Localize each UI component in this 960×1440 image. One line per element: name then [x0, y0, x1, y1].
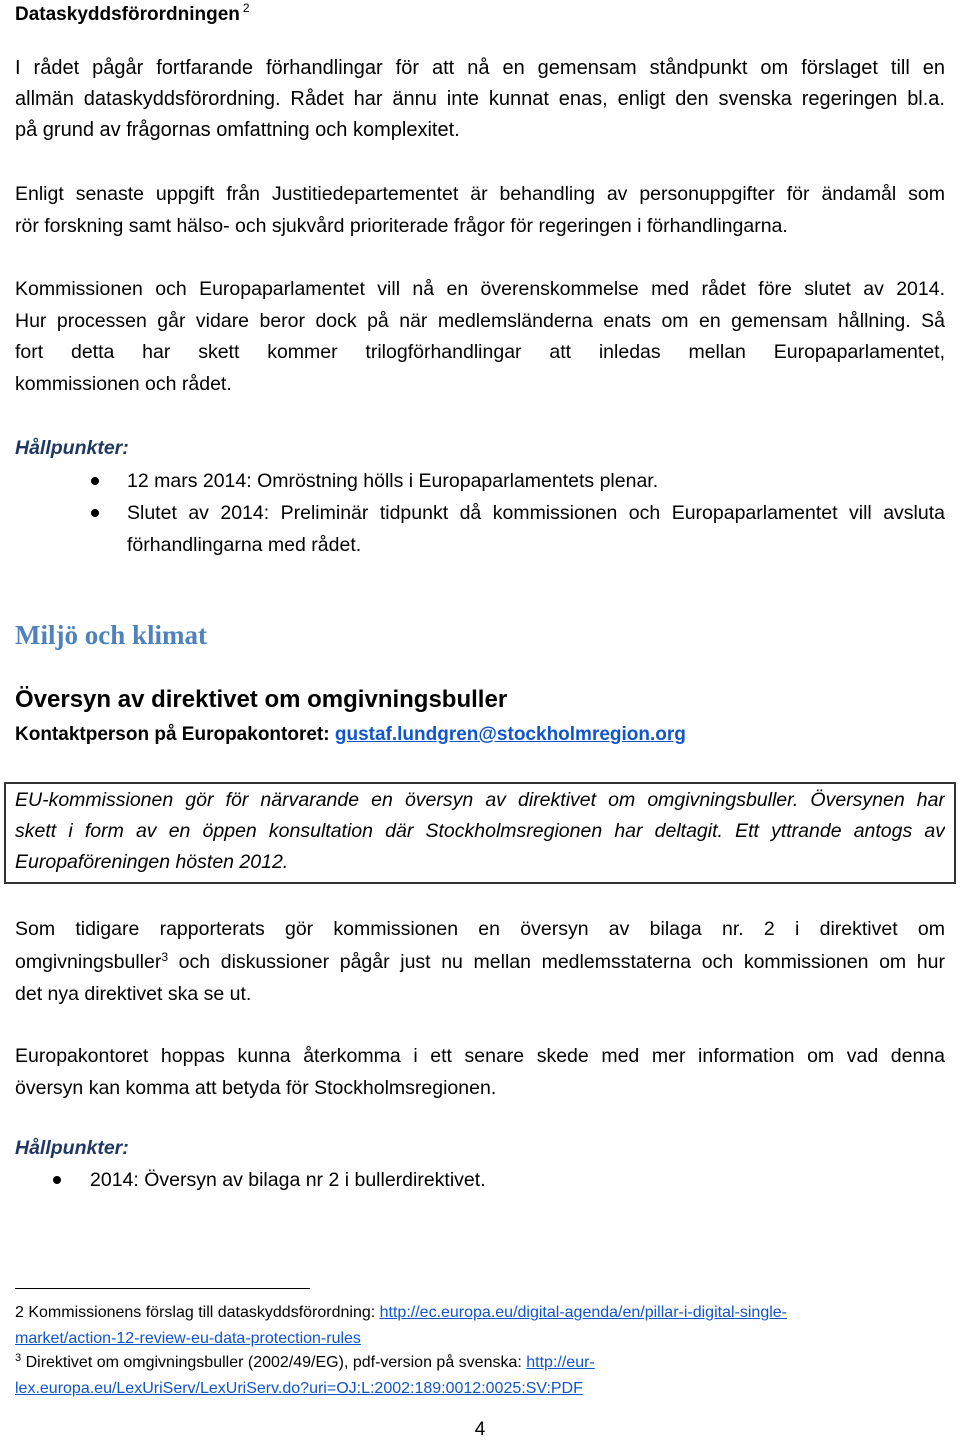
paragraph-line — [15, 946, 945, 979]
section-title-text: Dataskyddsförordningen — [15, 4, 240, 25]
paragraph-line: det nya direktivet ska se ut. — [15, 983, 252, 1005]
list-item — [0, 1164, 960, 1196]
section-heading: Miljö och klimat — [15, 620, 207, 650]
bullet-marker — [91, 509, 99, 517]
footnote-text: Direktivet om omgivningsbuller (2002/49/EG), pdf-version på svenska: — [25, 1354, 522, 1371]
footnote-link[interactable]: lex.europa.eu/LexUriServ/LexUriServ.do?uri=OJ:L:2002:189:0012:0025:SV:PDF — [15, 1379, 583, 1397]
paragraph-line: Kommissionen och Europaparlamentet vill nå en överenskommelse med rådet före slutet av 2014. — [15, 278, 945, 300]
milestones-list — [0, 1164, 960, 1196]
bullet-marker — [91, 477, 99, 485]
milestones-label: Hållpunkter: — [15, 437, 129, 459]
summary-box-line: Europaföreningen hösten 2012. — [15, 851, 289, 873]
paragraph-line: Som tidigare rapporterats gör kommissionen en översyn av bilaga nr. 2 i direktivet om — [15, 918, 945, 940]
footnote-ref: 3 — [161, 949, 169, 964]
footnote-number: 2 — [15, 1304, 24, 1321]
paragraph-line: allmän dataskyddsförordning. Rådet har ännu inte kunnat enas, enligt den svenska regeringen bl.a. — [15, 88, 945, 110]
paragraph-line: översyn kan komma att betyda för Stockholmsregionen. — [15, 1077, 497, 1099]
paragraph — [15, 178, 945, 242]
paragraph-line: Europakontoret hoppas kunna återkomma i ett senare skede med mer information om vad denna — [15, 1045, 945, 1067]
paragraph-line: på grund av frågornas omfattning och komplexitet. — [15, 119, 460, 141]
list-item — [0, 497, 960, 561]
paragraph — [15, 913, 945, 1011]
paragraph-line: rör forskning samt hälso- och sjukvård prioriterade frågor för regeringen i förhandlingarna. — [15, 215, 788, 237]
contact-label: Kontaktperson på Europakontoret: — [15, 724, 330, 745]
paragraph — [15, 53, 945, 146]
topic-heading: Översyn av direktivet om omgivningsbuller — [15, 686, 508, 713]
footnote-link[interactable]: market/action-12-review-eu-data-protection-rules — [15, 1329, 361, 1347]
list-item — [0, 465, 960, 497]
page-number: 4 — [474, 1419, 486, 1440]
footnote-line — [15, 1326, 945, 1352]
section-title — [15, 3, 945, 27]
contact-line — [15, 722, 945, 748]
list-item-text: Slutet av 2014: Preliminär tidpunkt då kommissionen och Europaparlamentet vill avsluta — [127, 502, 945, 524]
footnote-line — [15, 1350, 945, 1376]
milestones-label: Hållpunkter: — [15, 1137, 129, 1159]
footnote — [15, 1300, 945, 1351]
list-item-text: förhandlingarna med rådet. — [127, 534, 362, 556]
paragraph-line: Enligt senaste uppgift från Justitiedepartementet är behandling av personuppgifter för ändamål som — [15, 183, 945, 205]
footnote-link[interactable]: http://ec.europa.eu/digital-agenda/en/pillar-i-digital-single- — [379, 1304, 787, 1321]
paragraph-line: fort detta har skett kommer trilogförhandlingar att inledas mellan Europaparlamentet, — [15, 341, 945, 363]
paragraph-text: och diskussioner pågår just nu mellan medlemsstaterna och kommissionen om hur — [178, 950, 945, 973]
paragraph — [15, 274, 945, 400]
paragraph-text: omgivningsbuller — [15, 950, 162, 973]
footnote-line — [15, 1300, 945, 1326]
footnote-text: Kommissionens förslag till dataskyddsförordning: — [28, 1304, 376, 1321]
paragraph-line: Hur processen går vidare beror dock på när medlemsländerna enats om en gemensam hållning. Så — [15, 309, 945, 332]
list-item-text: 2014: Översyn av bilaga nr 2 i bullerdirektivet. — [90, 1169, 486, 1191]
milestones-list — [0, 465, 960, 561]
footnote-link[interactable]: http://eur- — [526, 1354, 595, 1371]
footnote-number: 3 — [15, 1352, 22, 1364]
footnote — [15, 1350, 945, 1401]
footnote-line — [15, 1376, 945, 1402]
footnote-separator — [15, 1288, 310, 1289]
contact-email-link[interactable]: gustaf.lundgren@stockholmregion.org — [334, 724, 686, 745]
summary-box-line: skett i form av en öppen konsultation där Stockholmsregionen har deltagit. Ett yttrande antogs av — [15, 820, 945, 842]
paragraph-line: kommissionen och rådet. — [15, 372, 232, 395]
paragraph — [15, 1040, 945, 1104]
summary-box-line: EU-kommissionen gör för närvarande en översyn av direktivet om omgivningsbuller. Översynen har — [15, 789, 945, 811]
list-item-text: 12 mars 2014: Omröstning hölls i Europaparlamentets plenar. — [127, 470, 659, 492]
footnote-ref: 2 — [242, 1, 250, 15]
bullet-marker — [53, 1176, 61, 1184]
paragraph-line: I rådet pågår fortfarande förhandlingar för att nå en gemensam ståndpunkt om förslaget till en — [15, 57, 945, 79]
summary-box — [4, 782, 956, 884]
